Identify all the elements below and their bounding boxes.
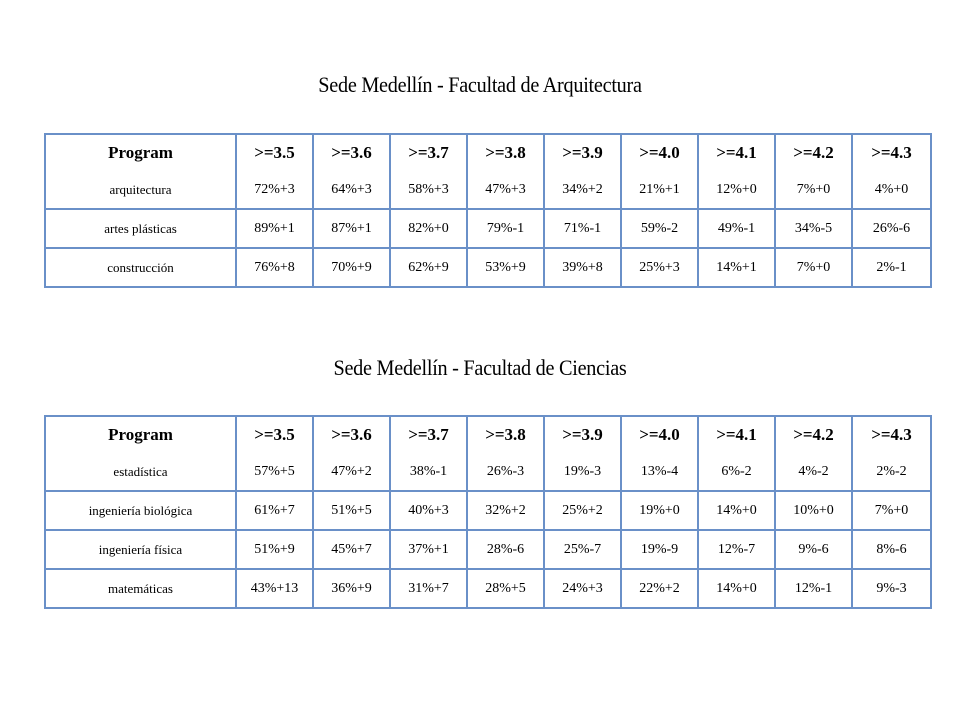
percentage-cell: 7%+0 <box>776 171 853 210</box>
column-header-threshold: >=3.9 <box>545 417 622 453</box>
percentage-cell: 39%+8 <box>545 249 622 286</box>
percentage-cell: 79%-1 <box>468 210 545 249</box>
percentage-cell: 72%+3 <box>237 171 314 210</box>
percentage-cell: 87%+1 <box>314 210 391 249</box>
percentage-cell: 34%+2 <box>545 171 622 210</box>
column-header-threshold: >=4.1 <box>699 135 776 171</box>
column-header-threshold: >=4.1 <box>699 417 776 453</box>
percentage-cell: 76%+8 <box>237 249 314 286</box>
program-name-cell: artes plásticas <box>46 210 237 249</box>
header-row <box>46 417 930 453</box>
column-header-threshold: >=3.6 <box>314 135 391 171</box>
column-header-threshold: >=3.8 <box>468 417 545 453</box>
percentage-cell: 45%+7 <box>314 531 391 570</box>
percentage-cell: 14%+0 <box>699 492 776 531</box>
percentage-cell: 38%-1 <box>391 453 468 492</box>
column-header-threshold: >=4.0 <box>622 417 699 453</box>
percentage-cell: 82%+0 <box>391 210 468 249</box>
column-header-threshold: >=3.5 <box>237 135 314 171</box>
percentage-cell: 32%+2 <box>468 492 545 531</box>
percentage-cell: 34%-5 <box>776 210 853 249</box>
percentage-cell: 9%-3 <box>876 580 907 596</box>
percentage-cell: 51%+9 <box>237 531 314 570</box>
percentage-cell: 31%+7 <box>391 570 468 607</box>
column-header-threshold: >=3.7 <box>391 135 468 171</box>
percentage-cell: 2%-2 <box>853 453 930 492</box>
program-name-cell: arquitectura <box>46 171 237 210</box>
percentage-cell: 24%+3 <box>545 570 622 607</box>
table-title-arquitectura: Sede Medellín - Facultad de Arquitectura <box>318 72 642 97</box>
percentage-cell: 4%-2 <box>776 453 853 492</box>
percentage-cell: 70%+9 <box>314 249 391 286</box>
table-row <box>46 570 930 607</box>
percentage-cell: 40%+3 <box>391 492 468 531</box>
table-title-ciencias: Sede Medellín - Facultad de Ciencias <box>333 355 627 380</box>
percentage-cell: 19%-3 <box>545 453 622 492</box>
data-table-ciencias <box>44 415 932 609</box>
table-row <box>46 210 930 249</box>
program-name-cell: ingeniería biológica <box>46 492 237 531</box>
percentage-cell: 47%+2 <box>314 453 391 492</box>
percentage-cell: 64%+3 <box>314 171 391 210</box>
percentage-cell: 57%+5 <box>237 453 314 492</box>
program-name-cell: estadística <box>46 453 237 492</box>
percentage-cell: 47%+3 <box>468 171 545 210</box>
column-header-threshold: >=3.9 <box>545 135 622 171</box>
column-header-threshold: >=4.0 <box>622 135 699 171</box>
table-row <box>46 492 930 531</box>
percentage-cell: 26%-6 <box>853 210 930 249</box>
percentage-cell: 9%-6 <box>776 531 853 570</box>
percentage-cell: 49%-1 <box>699 210 776 249</box>
percentage-cell: 12%-7 <box>699 531 776 570</box>
data-table-arquitectura <box>44 133 932 288</box>
column-header-threshold: >=4.2 <box>776 417 853 453</box>
percentage-cell: 62%+9 <box>391 249 468 286</box>
percentage-cell: 14%+0 <box>699 570 776 607</box>
column-header-program: Program <box>46 135 237 171</box>
percentage-cell: 25%-7 <box>545 531 622 570</box>
column-header-threshold: >=3.8 <box>468 135 545 171</box>
percentage-cell: 61%+7 <box>237 492 314 531</box>
percentage-cell: 36%+9 <box>314 570 391 607</box>
percentage-cell: 43%+13 <box>237 570 314 607</box>
percentage-cell: 7%+0 <box>853 492 930 531</box>
table-row <box>46 249 930 286</box>
percentage-cell: 4%+0 <box>853 171 930 210</box>
percentage-cell: 71%-1 <box>545 210 622 249</box>
percentage-cell: 10%+0 <box>776 492 853 531</box>
percentage-cell: 19%-9 <box>622 531 699 570</box>
program-name-cell: ingeniería física <box>46 531 237 570</box>
percentage-cell: 14%+1 <box>699 249 776 286</box>
column-header-threshold: >=4.2 <box>776 135 853 171</box>
percentage-cell: 89%+1 <box>237 210 314 249</box>
percentage-cell: 12%-1 <box>776 570 853 607</box>
header-row <box>46 135 930 171</box>
table-row <box>46 531 930 570</box>
percentage-cell: 28%+5 <box>468 570 545 607</box>
percentage-cell: 37%+1 <box>391 531 468 570</box>
percentage-cell: 51%+5 <box>314 492 391 531</box>
percentage-cell: 13%-4 <box>622 453 699 492</box>
percentage-cell: 7%+0 <box>776 249 853 286</box>
program-name-cell: construcción <box>46 249 237 286</box>
percentage-cell: 6%-2 <box>699 453 776 492</box>
percentage-cell: 19%+0 <box>622 492 699 531</box>
percentage-cell: 58%+3 <box>391 171 468 210</box>
percentage-cell: 22%+2 <box>622 570 699 607</box>
percentage-cell: 26%-3 <box>468 453 545 492</box>
column-header-program: Program <box>46 417 237 453</box>
table-row <box>46 171 930 210</box>
column-header-threshold: >=3.6 <box>314 417 391 453</box>
table-row <box>46 453 930 492</box>
percentage-cell: 2%-1 <box>876 259 907 275</box>
column-header-threshold: >=4.3 <box>871 143 912 162</box>
column-header-threshold: >=3.7 <box>391 417 468 453</box>
percentage-cell: 12%+0 <box>699 171 776 210</box>
program-name-cell: matemáticas <box>46 570 237 607</box>
percentage-cell: 28%-6 <box>468 531 545 570</box>
percentage-cell: 25%+3 <box>622 249 699 286</box>
percentage-cell: 21%+1 <box>622 171 699 210</box>
percentage-cell: 53%+9 <box>468 249 545 286</box>
column-header-threshold: >=4.3 <box>871 425 912 444</box>
percentage-cell: 8%-6 <box>853 531 930 570</box>
column-header-threshold: >=3.5 <box>237 417 314 453</box>
percentage-cell: 25%+2 <box>545 492 622 531</box>
percentage-cell: 59%-2 <box>622 210 699 249</box>
